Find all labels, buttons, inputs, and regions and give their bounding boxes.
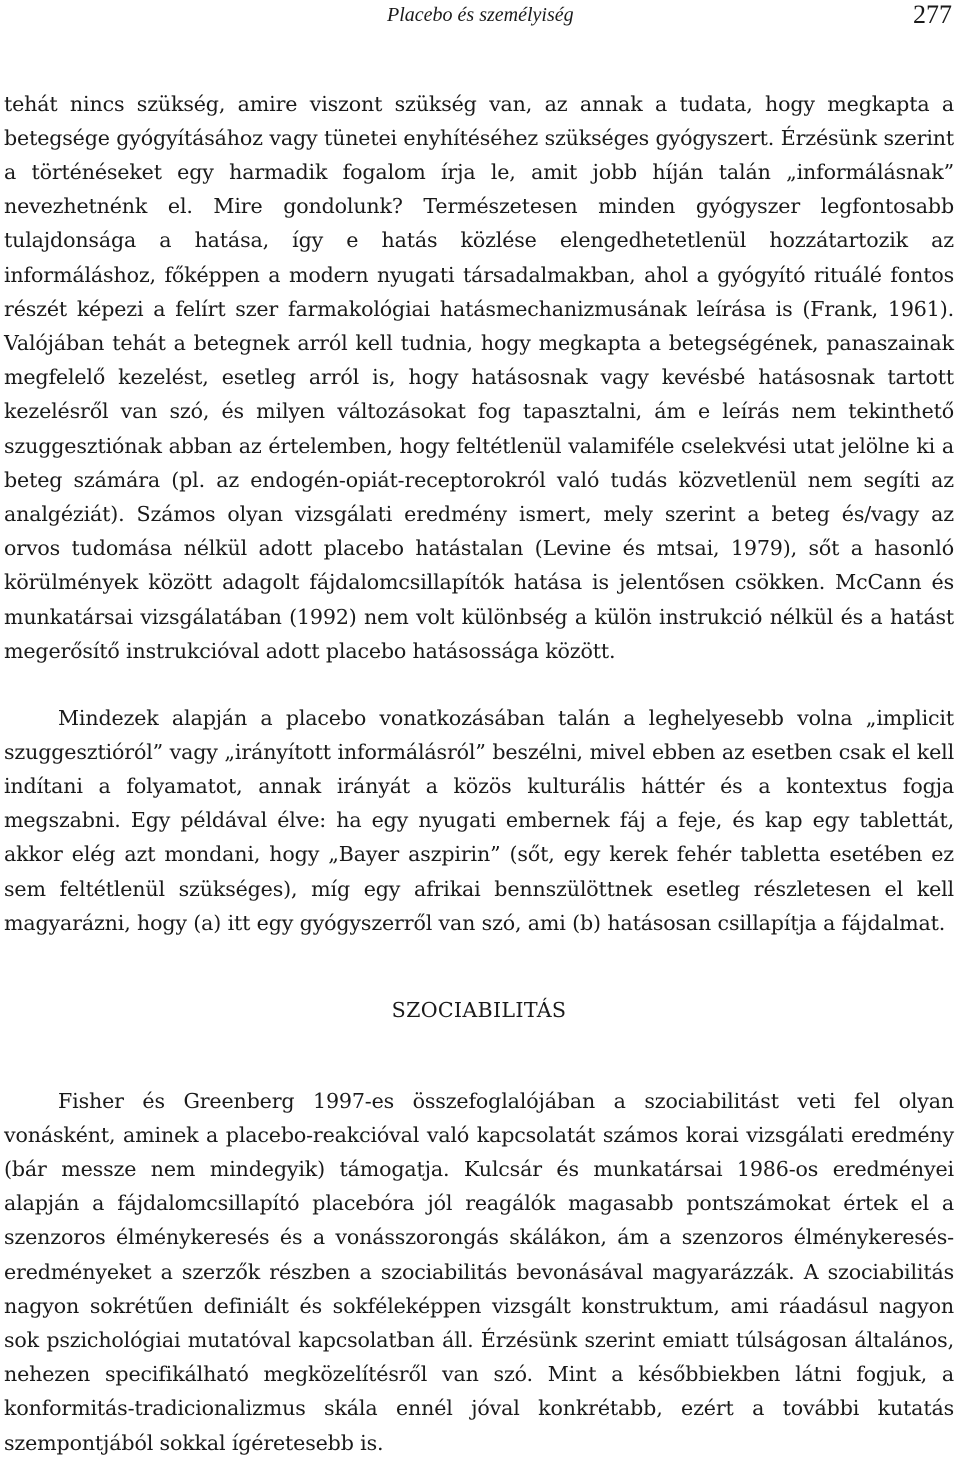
book-page <box>4 0 954 1455</box>
page-number: 277 <box>913 0 952 29</box>
body-paragraph-1: tehát nincs szükség, amire viszont szükség van, az annak a tudata, hogy megkapta a betegsége gyógyításához vagy tünetei enyhítéséhez szükséges gyógyszert. Érzésünk szerint a történéseket egy harmadik fogalom írja le, amit jobb híján talán „informálásnak” nevezhetnénk el. Mire gondolunk? Természetesen minden gyógyszer legfontosabb tulajdonsága a hatása, így e hatás közlése elengedhetetlenül hozzátartozik az informáláshoz, főképpen a modern nyugati társadalmakban, ahol a gyógyító rituálé fontos részét képezi a felírt szer farmakológiai hatásmechanizmusának leírása is (Frank, 1961). Valójában tehát a betegnek arról kell tudnia, hogy megkapta a betegségének, panaszainak megfelelő kezelést, esetleg arról is, hogy hatásosnak vagy kevésbé hatásosnak tartott kezelésről van szó, és milyen változásokat fog tapasztalni, ám e leírás nem tekinthető szuggesztiónak abban az értelemben, hogy feltétlenül valamiféle cselekvési utat jelölne ki a beteg számára (pl. az endogén-opiát-receptorokról való tudás közvetlenül nem segíti az analgéziát). Számos olyan vizsgálati eredmény ismert, mely szerint a beteg és/vagy az orvos tudomása nélkül adott placebo hatástalan (Levine és mtsai, 1979), sőt a hasonló körülmények között adagolt fájdalomcsillapítók hatása is jelentősen csökken. McCann és munkatársai vizsgálatában (1992) nem volt különbség a külön instrukció nélkül és a hatást megerősítő instrukcióval adott placebo hatásossága között. <box>4 91 954 663</box>
body-paragraph-2: Mindezek alapján a placebo vonatkozásában talán a leghelyesebb volna „implicit szuggesztióról” vagy „irányított informálásról” beszélni, mivel ebben az esetben csak el kell indítani a folyamatot, annak irányát a közös kulturális háttér és a kontextus fogja megszabni. Egy példával élve: ha egy nyugati embernek fáj a feje, és kap egy tablettát, akkor elég azt mondani, hogy „Bayer aszpirin” (sőt, egy kerek fehér tabletta esetében ez sem feltétlenül szükséges), míg egy afrikai bennszülöttnek esetleg részletesen el kell magyarázni, hogy (a) itt egy gyógyszerről van szó, ami (b) hatásosan csillapítja a fájdalmat. <box>4 705 954 935</box>
running-head <box>4 0 954 34</box>
section-heading: SZOCIABILITÁS <box>391 998 567 1022</box>
running-title: Placebo és személyiség <box>387 4 574 26</box>
section-paragraph: Fisher és Greenberg 1997-es összefoglalójában a szociabilitást veti fel olyan vonásként, aminek a placebo-reakcióval való kapcsolatát számos korai vizsgálati eredmény (bár messze nem mindegyik) támogatja. Kulcsár és munkatársai 1986-os eredményei alapján a fájdalomcsillapító placebóra jól reagálók magasabb pontszámokat értek el a szenzoros élménykeresés és a vonásszorongás skálákon, ám a szenzoros élménykeresés-eredményeket a szerzők részben a szociabilitás bevonásával magyarázzák. A szociabilitás nagyon sokrétűen definiált és sokféleképpen vizsgált konstruktum, ami ráadásul nagyon sok pszichológiai mutatóval kapcsolatban áll. Érzésünk szerint emiatt túlságosan általános, nehezen specifikálható megközelítésről van szó. Mint a későbbiekben látni fogjuk, a konformitás-tradicionalizmus skála ennél jóval konkrétabb, ezért a további kutatás szempontjából sokkal ígéretesebb is. <box>4 1088 954 1455</box>
